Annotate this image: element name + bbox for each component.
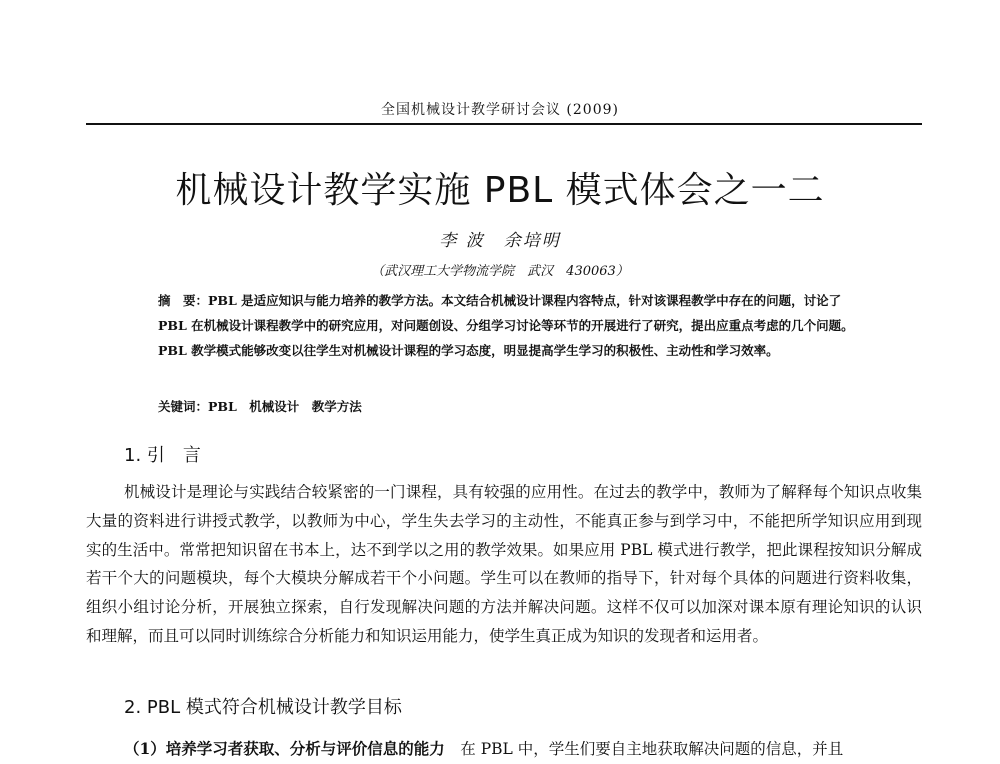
header-rule [86,123,922,125]
abstract [158,288,858,363]
authors: 李 波 余培明 [439,231,561,251]
abstract-label: 摘 要： [158,293,209,308]
abstract-text: PBL 是适应知识与能力培养的教学方法。本文结合机械设计课程内容特点，针对该课程教学中存在的问题，讨论了 PBL 在机械设计课程教学中的研究应用，对问题创设、分组学习讨论等环节的开展进行了研究，提出应重点考虑的几个问题。PBL 教学模式能够改变以往学生对机械设计课程的学习态度，明显提高学生学习的积极性、主动性和学习效率。 [158,293,854,358]
running-header: 全国机械设计教学研讨会议 (2009) [380,102,619,118]
section-heading-pbl-goals: 2. PBL 模式符合机械设计教学目标 [124,697,402,718]
affiliation: （武汉理工大学物流学院 武汉 430063） [371,264,629,279]
keywords [158,397,858,415]
introduction-paragraph: 机械设计是理论与实践结合较紧密的一门课程，具有较强的应用性。在过去的教学中，教师为了解释每个知识点收集大量的资料进行讲授式教学，以教师为中心，学生失去学习的主动性，不能真正参与到学习中，不能把所学知识应用到现实的生活中。常常把知识留在书本上，达不到学以之用的教学效果。如果应用 PBL 模式进行教学，把此课程按知识分解成若干个大的问题模块，每个大模块分解成若干个小问题。学生可以在教师的指导下，针对每个具体的问题进行资料收集，组织小组讨论分析，开展独立探索，自行发现解决问题的方法并解决问题。这样不仅可以加深对课本原有理论知识的认识和理解，而且可以同时训练综合分析能力和知识运用能力，使学生真正成为知识的发现者和运用者。 [86,483,922,645]
section-heading-introduction: 1. 引 言 [124,445,201,466]
keywords-label: 关键词： [158,399,209,414]
pbl-goals-text: 在 PBL 中，学生们要自主地获取解决问题的信息，并且 [444,740,844,758]
keywords-text: PBL 机械设计 教学方法 [208,399,362,414]
pbl-goals-paragraph [86,735,922,764]
pbl-goals-lead: （1）培养学习者获取、分析与评价信息的能力 [124,739,445,758]
paper-title: 机械设计教学实施 PBL 模式体会之一二 [175,170,825,211]
